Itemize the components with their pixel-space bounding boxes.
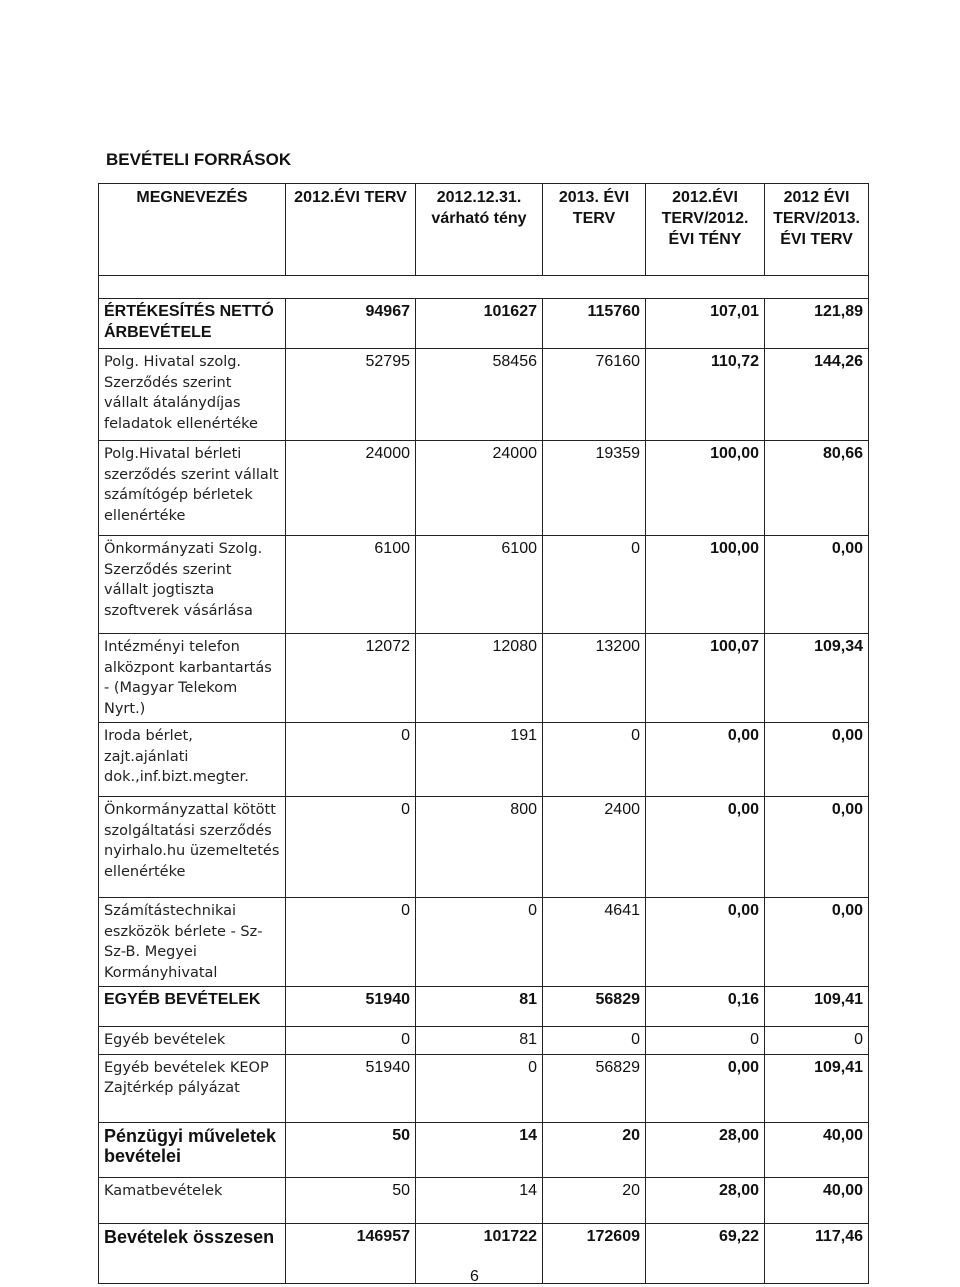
cell-ratio-2012: 100,00 [646, 536, 765, 634]
cell-2013-plan: 0 [543, 723, 646, 797]
table-row [99, 299, 869, 349]
spacer-row [99, 276, 869, 299]
row-name: ÉRTÉKESÍTÉS NETTÓ ÁRBEVÉTELE [99, 299, 286, 349]
cell-2012-plan: 24000 [286, 441, 416, 536]
header-ratio-2012: 2012.ÉVI TERV/2012. ÉVI TÉNY [646, 184, 765, 276]
header-ratio-2013: 2012 ÉVI TERV/2013. ÉVI TERV [765, 184, 869, 276]
cell-2012-expected: 24000 [416, 441, 543, 536]
cell-2013-plan: 4641 [543, 898, 646, 987]
table-row [99, 1177, 869, 1223]
page-number: 6 [470, 1268, 479, 1285]
row-name: Polg. Hivatal szolg. Szerződés szerint vállalt átalánydíjas feladatok ellenértéke [99, 349, 286, 441]
cell-ratio-2013: 0,00 [765, 723, 869, 797]
row-name: Iroda bérlet, zajt.ajánlati dok.,inf.bizt.megter. [99, 723, 286, 797]
cell-ratio-2013: 144,26 [765, 349, 869, 441]
table-row [99, 797, 869, 898]
cell-ratio-2012: 69,22 [646, 1223, 765, 1283]
cell-ratio-2012: 0,00 [646, 1054, 765, 1122]
cell-2012-expected: 58456 [416, 349, 543, 441]
row-name: Számítástechnikai eszközök bérlete - Sz-Sz-B. Megyei Kormányhivatal [99, 898, 286, 987]
row-name: Polg.Hivatal bérleti szerződés szerint vállalt számítógép bérletek ellenértéke [99, 441, 286, 536]
cell-ratio-2013: 0 [765, 1027, 869, 1055]
cell-2012-plan: 51940 [286, 987, 416, 1027]
cell-2012-plan: 52795 [286, 349, 416, 441]
header-2012-plan: 2012.ÉVI TERV [286, 184, 416, 276]
cell-2013-plan: 172609 [543, 1223, 646, 1283]
cell-ratio-2013: 0,00 [765, 536, 869, 634]
cell-2013-plan: 20 [543, 1122, 646, 1177]
cell-2013-plan: 19359 [543, 441, 646, 536]
cell-ratio-2013: 40,00 [765, 1122, 869, 1177]
cell-2012-plan: 6100 [286, 536, 416, 634]
table-row [99, 349, 869, 441]
table-row [99, 723, 869, 797]
table-row [99, 898, 869, 987]
cell-ratio-2013: 109,34 [765, 634, 869, 723]
row-name: Pénzügyi műveletek bevételei [99, 1122, 286, 1177]
row-name: EGYÉB BEVÉTELEK [99, 987, 286, 1027]
cell-ratio-2013: 109,41 [765, 1054, 869, 1122]
cell-2012-expected: 0 [416, 898, 543, 987]
cell-2012-plan: 146957 [286, 1223, 416, 1283]
cell-2012-plan: 0 [286, 898, 416, 987]
cell-2012-expected: 6100 [416, 536, 543, 634]
row-name: Egyéb bevételek [99, 1027, 286, 1055]
header-row [99, 184, 869, 276]
cell-2013-plan: 115760 [543, 299, 646, 349]
cell-ratio-2012: 0 [646, 1027, 765, 1055]
cell-ratio-2012: 107,01 [646, 299, 765, 349]
cell-ratio-2012: 100,07 [646, 634, 765, 723]
cell-2012-expected: 14 [416, 1177, 543, 1223]
cell-2012-expected: 101627 [416, 299, 543, 349]
cell-ratio-2012: 28,00 [646, 1122, 765, 1177]
table-row [99, 1122, 869, 1177]
cell-2012-plan: 0 [286, 723, 416, 797]
cell-2012-expected: 14 [416, 1122, 543, 1177]
cell-ratio-2013: 121,89 [765, 299, 869, 349]
table-row [99, 987, 869, 1027]
cell-2012-expected: 101722 [416, 1223, 543, 1283]
cell-2013-plan: 13200 [543, 634, 646, 723]
cell-ratio-2013: 40,00 [765, 1177, 869, 1223]
cell-2013-plan: 76160 [543, 349, 646, 441]
cell-2012-expected: 81 [416, 987, 543, 1027]
table-row [99, 441, 869, 536]
cell-2012-expected: 800 [416, 797, 543, 898]
cell-ratio-2012: 0,16 [646, 987, 765, 1027]
revenue-table [98, 183, 869, 1284]
cell-2012-expected: 12080 [416, 634, 543, 723]
row-name: Önkormányzati Szolg. Szerződés szerint vállalt jogtiszta szoftverek vásárlása [99, 536, 286, 634]
cell-ratio-2012: 0,00 [646, 797, 765, 898]
cell-2012-plan: 12072 [286, 634, 416, 723]
cell-2012-expected: 0 [416, 1054, 543, 1122]
row-name: Bevételek összesen [99, 1223, 286, 1283]
cell-2013-plan: 2400 [543, 797, 646, 898]
row-name: Intézményi telefon alközpont karbantartás - (Magyar Telekom Nyrt.) [99, 634, 286, 723]
cell-ratio-2013: 0,00 [765, 797, 869, 898]
header-2012-expected: 2012.12.31. várható tény [416, 184, 543, 276]
row-name: Önkormányzattal kötött szolgáltatási szerződés nyirhalo.hu üzemeltetés ellenértéke [99, 797, 286, 898]
total-row [99, 1223, 869, 1283]
cell-ratio-2012: 0,00 [646, 898, 765, 987]
cell-2013-plan: 56829 [543, 987, 646, 1027]
cell-ratio-2012: 0,00 [646, 723, 765, 797]
cell-2013-plan: 56829 [543, 1054, 646, 1122]
cell-ratio-2013: 80,66 [765, 441, 869, 536]
cell-2012-expected: 81 [416, 1027, 543, 1055]
row-name: Kamatbevételek [99, 1177, 286, 1223]
cell-2012-plan: 51940 [286, 1054, 416, 1122]
header-name: MEGNEVEZÉS [99, 184, 286, 276]
cell-2012-plan: 94967 [286, 299, 416, 349]
header-2013-plan: 2013. ÉVI TERV [543, 184, 646, 276]
table-row [99, 1027, 869, 1055]
cell-2013-plan: 0 [543, 1027, 646, 1055]
cell-2012-plan: 0 [286, 1027, 416, 1055]
cell-ratio-2013: 109,41 [765, 987, 869, 1027]
cell-2012-plan: 0 [286, 797, 416, 898]
cell-2012-plan: 50 [286, 1177, 416, 1223]
cell-ratio-2012: 110,72 [646, 349, 765, 441]
cell-ratio-2013: 117,46 [765, 1223, 869, 1283]
table-row [99, 1054, 869, 1122]
table-row [99, 536, 869, 634]
cell-2012-expected: 191 [416, 723, 543, 797]
cell-2013-plan: 20 [543, 1177, 646, 1223]
page-title: BEVÉTELI FORRÁSOK [106, 150, 292, 169]
cell-ratio-2012: 100,00 [646, 441, 765, 536]
cell-ratio-2013: 0,00 [765, 898, 869, 987]
row-name: Egyéb bevételek KEOP Zajtérkép pályázat [99, 1054, 286, 1122]
table-row [99, 634, 869, 723]
cell-2013-plan: 0 [543, 536, 646, 634]
cell-ratio-2012: 28,00 [646, 1177, 765, 1223]
cell-2012-plan: 50 [286, 1122, 416, 1177]
